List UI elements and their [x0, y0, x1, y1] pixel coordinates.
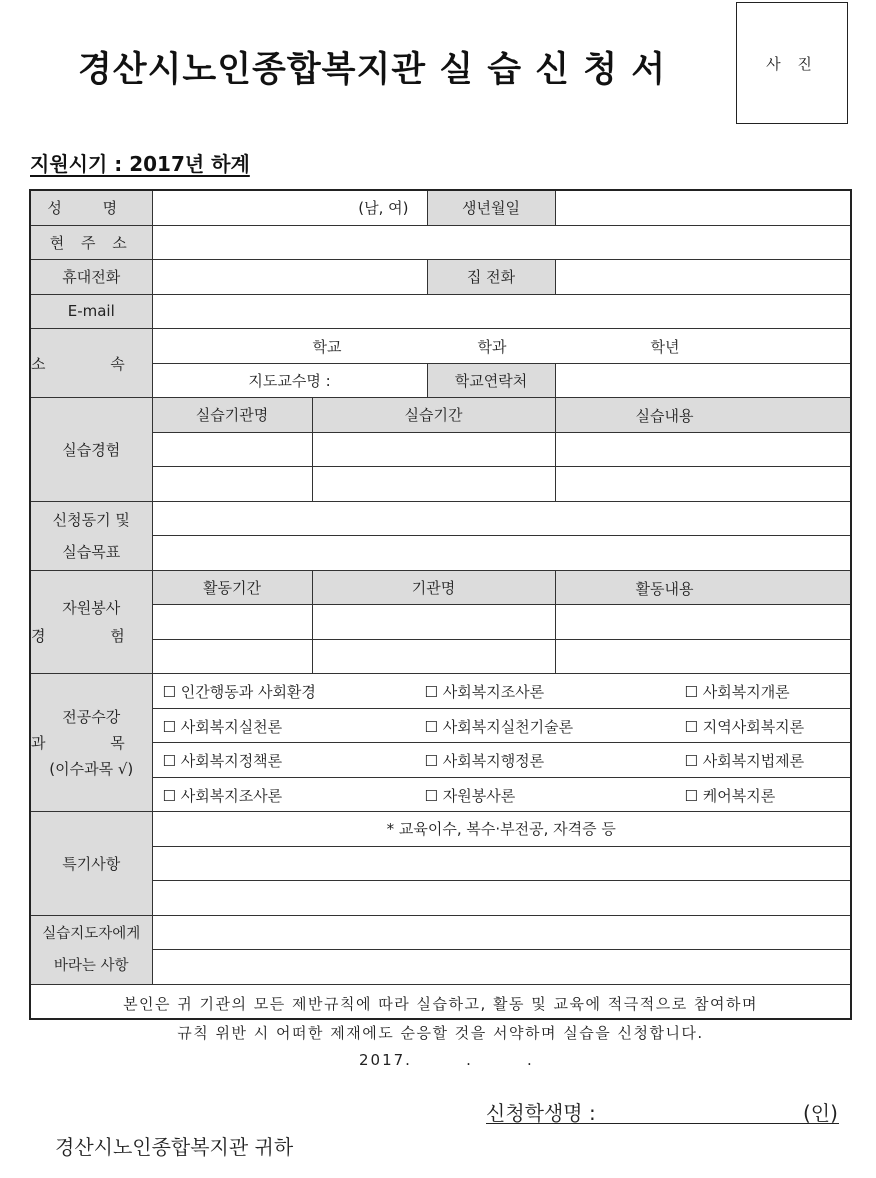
photo-box [736, 2, 848, 124]
volunteer-col-period: 활동기간 [152, 570, 312, 605]
remarks-hint: * 교육이수, 복수·부전공, 자격증 등 [386, 820, 616, 839]
course-checkbox[interactable]: ☐ 사회복지실천론 [162, 717, 283, 736]
advisor-label: 지도교수명 : [248, 371, 331, 390]
course-row [152, 743, 851, 778]
pledge-section [30, 984, 851, 1159]
practice-cell[interactable] [312, 432, 555, 467]
course-checkbox[interactable]: ☐ 사회복지정책론 [162, 752, 283, 770]
signature-line[interactable] [486, 1123, 839, 1124]
course-checkbox[interactable]: ☐ 사회복지법제론 [684, 752, 805, 770]
practice-cell[interactable] [152, 432, 312, 467]
course-checkbox[interactable]: ☐ 케어복지론 [684, 786, 776, 805]
volunteer-label: 자원봉사 경 험 [30, 570, 152, 674]
practice-col-period: 실습기간 [312, 398, 555, 433]
supervisor-request-label: 실습지도자에게 바라는 사항 [30, 915, 152, 984]
volunteer-cell[interactable] [312, 639, 555, 674]
department-suffix: 학과 [477, 338, 507, 356]
home-phone-label: 집 전화 [427, 260, 555, 295]
course-checkbox[interactable]: ☐ 사회복지실천기술론 [424, 717, 574, 736]
course-checkbox[interactable]: ☐ 자원봉사론 [424, 786, 516, 805]
volunteer-col-content: 활동내용 [555, 570, 851, 605]
course-checkbox[interactable]: ☐ 사회복지개론 [684, 683, 790, 701]
application-date: 2017. . . [359, 1050, 534, 1069]
supervisor-request-field[interactable] [152, 950, 851, 985]
motivation-label: 신청동기 및 실습목표 [30, 501, 152, 570]
remarks-label: 특기사항 [30, 812, 152, 916]
signer-label: 신청학생명 : [486, 1100, 596, 1125]
course-checkbox[interactable]: ☐ 사회복지조사론 [162, 786, 283, 805]
course-checkbox[interactable]: ☐ 사회복지행정론 [424, 752, 545, 770]
motivation-field[interactable] [152, 501, 851, 536]
name-label: 성 명 [30, 190, 152, 225]
mobile-field[interactable] [152, 260, 427, 295]
school-contact-field[interactable] [555, 363, 851, 398]
remarks-field[interactable] [152, 846, 851, 881]
address-field[interactable] [152, 225, 851, 260]
name-field[interactable] [152, 190, 427, 225]
supervisor-request-field[interactable] [152, 915, 851, 950]
photo-label: 사 진 [766, 54, 818, 73]
practice-cell[interactable] [555, 432, 851, 467]
practice-cell[interactable] [312, 467, 555, 502]
course-checkbox[interactable]: ☐ 지역사회복지론 [684, 717, 805, 736]
course-row [152, 708, 851, 743]
courses-label: 전공수강 과 목 (이수과목 √) [30, 674, 152, 812]
course-row [152, 674, 851, 709]
application-form-table [29, 189, 852, 1159]
volunteer-cell[interactable] [152, 605, 312, 640]
practice-col-institution: 실습기관명 [152, 398, 312, 433]
pledge-line-2: 규칙 위반 시 어떠한 제재에도 순응할 것을 서약하며 실습을 신청합니다. [177, 1023, 704, 1042]
affiliation-field[interactable] [152, 329, 851, 364]
school-suffix: 학교 [312, 338, 342, 356]
birth-field[interactable] [555, 190, 851, 225]
email-field[interactable] [152, 294, 851, 329]
mobile-label: 휴대전화 [30, 260, 152, 295]
address-label: 현 주 소 [30, 225, 152, 260]
volunteer-cell[interactable] [555, 605, 851, 640]
volunteer-cell[interactable] [555, 639, 851, 674]
volunteer-cell[interactable] [312, 605, 555, 640]
application-period: 지원시기 : 2017년 하계 [30, 152, 250, 176]
addressee: 경산시노인종합복지관 귀하 [55, 1134, 294, 1159]
birth-label: 생년월일 [427, 190, 555, 225]
home-phone-field[interactable] [555, 260, 851, 295]
remarks-field[interactable] [152, 812, 851, 847]
volunteer-cell[interactable] [152, 639, 312, 674]
seal-mark: (인) [803, 1100, 838, 1125]
remarks-field[interactable] [152, 881, 851, 916]
volunteer-col-institution: 기관명 [312, 570, 555, 605]
email-label: E-mail [30, 294, 152, 329]
course-checkbox[interactable]: ☐ 인간행동과 사회환경 [162, 683, 316, 701]
advisor-field[interactable] [152, 363, 427, 398]
practice-cell[interactable] [555, 467, 851, 502]
form-title: 경산시노인종합복지관 실 습 신 청 서 [78, 50, 667, 90]
school-contact-label: 학교연락처 [427, 363, 555, 398]
practice-col-content: 실습내용 [555, 398, 851, 433]
course-row [152, 777, 851, 812]
pledge-line-1: 본인은 귀 기관의 모든 제반규칙에 따라 실습하고, 활동 및 교육에 적극적으로 참여하며 [123, 994, 758, 1013]
practice-experience-label: 실습경험 [30, 398, 152, 502]
grade-suffix: 학년 [650, 338, 680, 356]
affiliation-label: 소 속 [30, 329, 152, 398]
gender-hint: (남, 여) [358, 199, 409, 218]
motivation-field[interactable] [152, 536, 851, 571]
practice-cell[interactable] [152, 467, 312, 502]
course-checkbox[interactable]: ☐ 사회복지조사론 [424, 683, 545, 701]
